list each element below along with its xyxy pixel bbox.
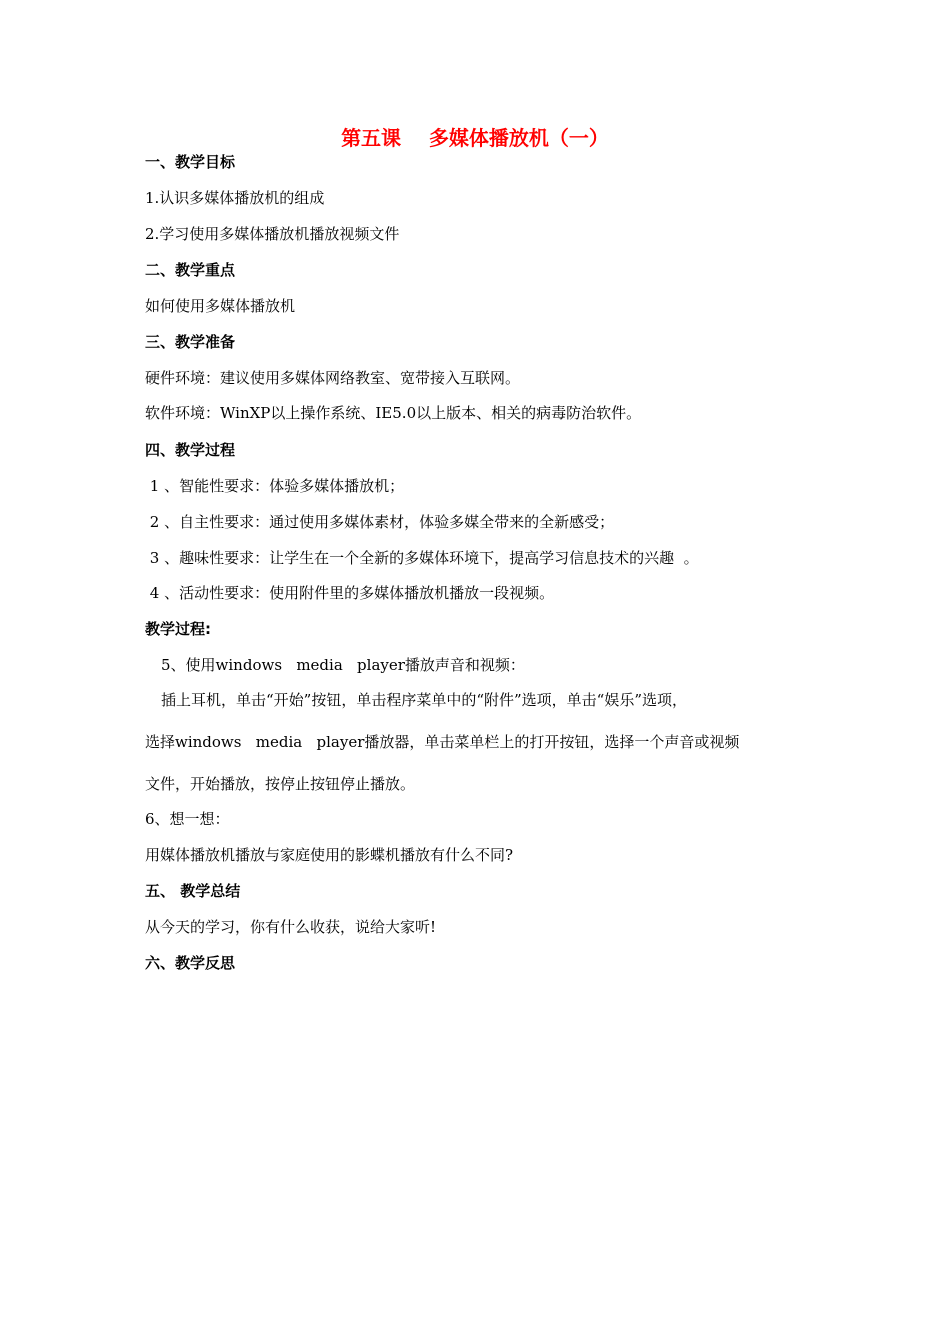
step5-line-3: 文件，开始播放，按停止按钮停止播放。 [145, 775, 416, 793]
prep-software: 软件环境：WinXP以上操作系统、IE5.0以上版本、相关的病毒防治软件。 [145, 404, 642, 422]
page-title: 第五课 多媒体播放机（一） [341, 126, 609, 150]
process-item-2: 2 、自主性要求：通过使用多媒体素材，体验多媒全带来的全新感受； [145, 513, 615, 531]
focus-text: 如何使用多媒体播放机 [145, 297, 296, 315]
section-heading-process: 四、教学过程 [145, 441, 236, 459]
goal-item-2: 2.学习使用多媒体播放机播放视频文件 [145, 225, 400, 243]
summary-text: 从今天的学习，你有什么收获，说给大家听! [145, 918, 437, 936]
step6-title: 6、想一想： [145, 810, 230, 828]
step6-text: 用媒体播放机播放与家庭使用的影蝶机播放有什么不同? [145, 846, 514, 864]
section-heading-steps: 教学过程: [145, 620, 211, 638]
process-item-1: 1 、智能性要求：体验多媒体播放机； [145, 477, 405, 495]
section-heading-reflection: 六、教学反思 [145, 954, 236, 972]
step5-line-2: 选择windows media player播放器，单击菜单栏上的打开按钮，选择一个声音或视频 [145, 733, 740, 751]
goal-item-1: 1.认识多媒体播放机的组成 [145, 189, 325, 207]
step5-line-1: 插上耳机，单击“开始”按钮，单击程序菜单中的“附件”选项，单击“娱乐”选项， [161, 691, 688, 709]
step5-title: 5、使用windows media player播放声音和视频： [161, 656, 525, 674]
section-heading-focus: 二、教学重点 [145, 261, 236, 279]
section-heading-preparation: 三、教学准备 [145, 333, 236, 351]
section-heading-goals: 一、教学目标 [145, 153, 236, 171]
section-heading-summary: 五、 教学总结 [145, 882, 241, 900]
process-item-3: 3 、趣味性要求：让学生在一个全新的多媒体环境下，提高学习信息技术的兴趣 。 [145, 549, 699, 567]
prep-hardware: 硬件环境：建议使用多媒体网络教室、宽带接入互联网。 [145, 369, 521, 387]
process-item-4: 4 、活动性要求：使用附件里的多媒体播放机播放一段视频。 [145, 584, 555, 602]
